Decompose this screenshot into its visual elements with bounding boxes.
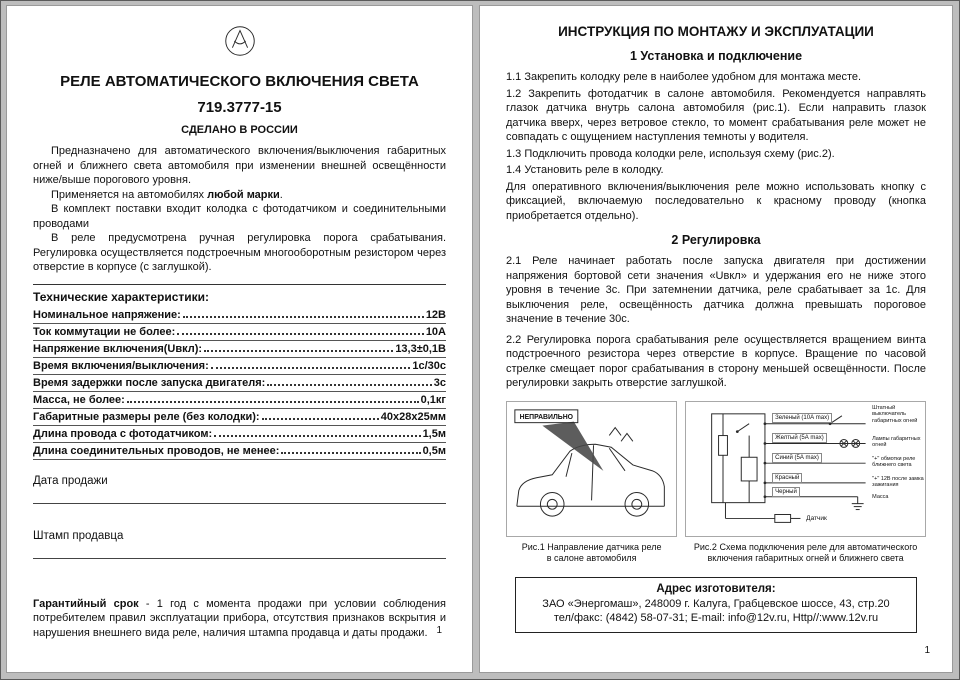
- wrong-direction-label: НЕПРАВИЛЬНО: [519, 413, 574, 421]
- made-in-label: СДЕЛАНО В РОССИИ: [181, 124, 298, 136]
- wire-label-yellow: Желтый (5А max): [772, 433, 827, 443]
- intro-paragraph-4-text: В реле предусмотрена ручная регулировка порога срабатывания. Регулировка осуществляется подстроечным многооборотным резистором через отверстие в корпусе (с заглушкой).: [33, 232, 446, 273]
- spec-row-mass: [33, 392, 446, 409]
- address-line-2: тел/факс: (4842) 58-07-31; E-mail: info@12v.ru, Http//:www.12v.ru: [553, 611, 879, 624]
- seller-stamp-line: [33, 558, 446, 559]
- spec-row-switch-on-voltage: [33, 341, 446, 358]
- divider-line: [33, 284, 446, 285]
- warranty-lead: Гарантийный срок: [33, 597, 139, 610]
- spec-label: Габаритные размеры реле (без колодки):: [33, 410, 260, 423]
- sensor-label: Датчик: [806, 514, 827, 522]
- spec-value: 13,3±0,1В: [395, 342, 446, 355]
- dot-leader: [127, 401, 419, 403]
- spec-value: 1с/30с: [412, 359, 446, 372]
- section-1-heading: 1 Установка и подключение: [629, 49, 803, 63]
- manufacturer-logo: [33, 22, 446, 65]
- address-line-1: ЗАО «Энергомаш», 248009 г. Калуга, Грабцевское шоссе, 43, стр.20: [542, 597, 890, 610]
- warranty-paragraph: [33, 597, 446, 641]
- dot-leader: [204, 350, 393, 352]
- para-1-4: 1.4 Установить реле в колодку.: [506, 164, 664, 176]
- intro-paragraph-2-bold: любой марки: [207, 188, 280, 201]
- spec-row-on-off-time: [33, 358, 446, 375]
- seller-stamp-label: Штамп продавца: [33, 529, 124, 542]
- wire-label-green: Зеленый (10А max): [772, 413, 832, 423]
- product-model: 719.3777-15: [197, 99, 282, 116]
- terminal-label-ignition: "+" 12В после замка зажигания: [872, 475, 924, 488]
- figure-wiring-diagram: [685, 401, 926, 537]
- figure-captions: [506, 542, 926, 564]
- para-1-2: 1.2 Закрепить фотодатчик в салоне автомобиля. Рекомендуется направлять глазок датчика внутрь салона автомобиля (рис.1). Если направить глазок датчика вверх, через ветровое стекло, то момент срабатывания реле может не совпадать с ощущением наступления темноты у водителя.: [506, 87, 926, 143]
- para-1-1: 1.1 Закрепить колодку реле в наиболее удобном для монтажа месте.: [506, 71, 862, 83]
- page-right-content: [480, 6, 952, 672]
- figure-2-caption: Рис.2 Схема подключения реле для автоматического включения габаритных огней и ближнего света: [693, 541, 918, 563]
- figures-row: [506, 401, 926, 537]
- dot-leader: [214, 435, 420, 437]
- page-left: [6, 5, 473, 673]
- terminal-label-ground: Масса: [872, 493, 889, 500]
- instruction-title: ИНСТРУКЦИЯ ПО МОНТАЖУ И ЭКСПЛУАТАЦИИ: [558, 24, 874, 39]
- spec-value: 12В: [425, 308, 446, 321]
- dot-leader: [267, 384, 431, 386]
- specs-title: Технические характеристики:: [33, 289, 210, 304]
- product-title: РЕЛЕ АВТОМАТИЧЕСКОГО ВКЛЮЧЕНИЯ СВЕТА: [60, 73, 419, 90]
- sensor-beam-cone: [542, 421, 603, 470]
- para-note: Для оперативного включения/выключения реле можно использовать кнопку с фиксацией, включаемую последовательно к красному проводу (кнопка приобретается отдельно).: [506, 180, 926, 222]
- warranty-text: - 1 год с момента продажи при условии соблюдения потребителем правил эксплуатации прибора, отсутствия признаков вскрытия и нарушения внешнего вида реле, наличия штампа продавца и даты продажи.: [33, 597, 446, 639]
- intro-paragraph-4: [33, 231, 446, 275]
- terminal-label-lowbeam: "+" обмотки реле ближнего света: [872, 455, 916, 468]
- terminal-label-lamps: Лампы габаритных огней: [872, 435, 921, 448]
- intro-paragraph-3: [33, 202, 446, 231]
- dot-leader: [183, 316, 424, 318]
- spec-value: 40х28х25мм: [380, 410, 446, 423]
- figure-1-caption: Рис.1 Направление датчика реле в салоне автомобиля: [521, 541, 662, 563]
- page-right: [479, 5, 953, 673]
- spec-label: Длина провода с фотодатчиком:: [33, 427, 213, 440]
- spec-row-dimensions: [33, 409, 446, 426]
- intro-paragraph-1-text: Предназначено для автоматического включения/выключения габаритных огней и ближнего света автомобиля при изменении внешней освещённости ниже/выше порогового уровня.: [33, 145, 446, 186]
- page-number-right: 1: [924, 645, 930, 656]
- dot-leader: [281, 452, 420, 454]
- spec-value: 10А: [425, 325, 446, 338]
- intro-paragraph-3-text: В комплект поставки входит колодка с фотодатчиком и соединительными проводами: [33, 203, 446, 230]
- page-left-content: [7, 6, 472, 672]
- logo-icon: [221, 22, 259, 60]
- intro-paragraph-1: [33, 144, 446, 188]
- spec-value: 0,5м: [422, 444, 446, 457]
- spec-row-voltage: [33, 307, 446, 324]
- intro-paragraph-2-prefix: Применяется на автомобилях: [51, 188, 208, 201]
- spec-value: 0,1кг: [420, 393, 446, 406]
- spec-value: 3с: [433, 376, 446, 389]
- para-2-1: 2.1 Реле начинает работать после запуска двигателя при достижении напряжения бортовой сети значения «Uвкл» и удержания его не ниже этого уровня в течение 3с. При затемнении датчика, реле срабатывает за 1с. Для выключения реле, освещённость датчика должна превышать пороговое значение в течение 30с.: [506, 255, 926, 325]
- sale-date-line: [33, 503, 446, 504]
- spec-label: Время включения/выключения:: [33, 359, 209, 372]
- page-number-left: 1: [436, 625, 442, 636]
- dot-leader: [211, 367, 411, 369]
- terminal-label-switch: Штатный выключатель габаритных огней: [872, 404, 918, 424]
- spec-label: Номинальное напряжение:: [33, 308, 181, 321]
- intro-paragraph-2: [33, 188, 446, 203]
- address-title: Адрес изготовителя:: [656, 582, 776, 595]
- spec-label: Время задержки после запуска двигателя:: [33, 376, 266, 389]
- spec-value: 1,5м: [422, 427, 446, 440]
- para-2-2: 2.2 Регулировка порога срабатывания реле осуществляется вращением винта подстроечного резистора через отверстие в корпусе. Вращение по часовой стрелке смещает порог срабатывания в сторону меньшей освещённости. После регулировки закрыть отверстие заглушкой.: [506, 333, 926, 389]
- dot-leader: [262, 418, 379, 420]
- manufacturer-address-box: [515, 577, 917, 633]
- intro-paragraph-2-suffix: .: [279, 188, 283, 201]
- spec-row-delay: [33, 375, 446, 392]
- spec-label: Напряжение включения(Uвкл):: [33, 342, 203, 355]
- para-1-3: 1.3 Подключить провода колодки реле, используя схему (рис.2).: [506, 147, 835, 160]
- spec-label: Масса, не более:: [33, 393, 125, 406]
- spec-row-current: [33, 324, 446, 341]
- figure-sensor-direction: [506, 401, 677, 537]
- spec-row-sensor-wire-length: [33, 426, 446, 443]
- car-drawing: [507, 402, 676, 536]
- wire-label-red: Красный: [772, 473, 802, 483]
- section-2-heading: 2 Регулировка: [671, 233, 761, 247]
- wire-label-blue: Синий (5А max): [772, 453, 822, 463]
- dot-leader: [177, 333, 424, 335]
- sale-date-label: Дата продажи: [33, 474, 108, 487]
- spec-label: Длина соединительных проводов, не менее:: [33, 444, 280, 457]
- spec-label: Ток коммутации не более:: [33, 325, 176, 338]
- wire-label-black: Черный: [772, 487, 800, 497]
- spec-row-connect-wire-length: [33, 443, 446, 460]
